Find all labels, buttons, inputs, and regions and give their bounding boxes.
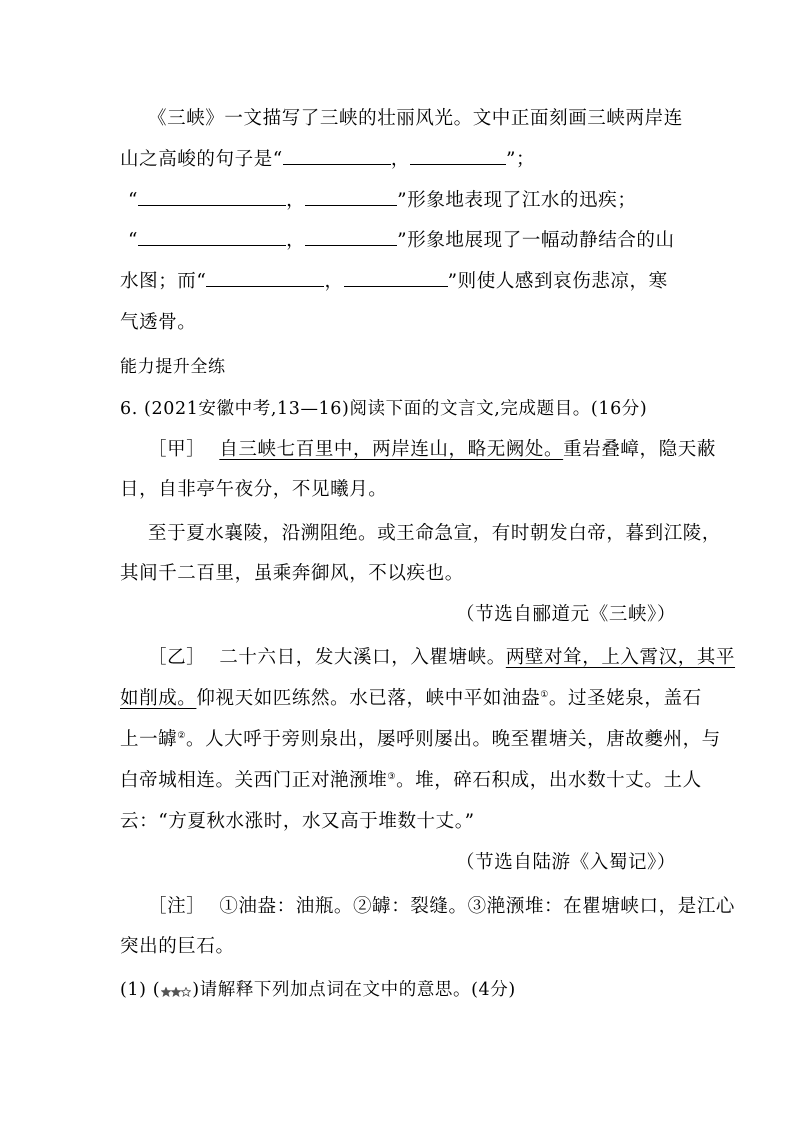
subquestion-text: )请解释下列加点词在文中的意思。(4分) — [192, 980, 516, 1000]
passage-yi-source — [456, 851, 676, 875]
star-shape — [162, 988, 171, 997]
passage-text: 日，自非亭午夜分，不见曦月。 — [120, 479, 388, 500]
star-shape — [182, 988, 191, 997]
notes-line-1 — [148, 895, 735, 919]
comma: ， — [324, 271, 344, 292]
quote-mark: “ — [128, 230, 139, 251]
answer-blank[interactable] — [305, 189, 397, 206]
passage-text: 其间千二百里，虽乘奔御风，不以疾也。 — [120, 563, 464, 584]
passage-text: 重岩叠嶂，隐天蔽 — [563, 439, 716, 460]
footnote-marker[interactable]: ③ — [387, 772, 397, 782]
answer-blank[interactable] — [305, 229, 397, 246]
star-shape — [172, 988, 181, 997]
underlined-sentence: 自三峡七百里中，两岸连山，略无阙处。 — [219, 439, 564, 460]
passage-text: 。过圣姥泉，盖石 — [548, 688, 702, 709]
passage-jia-source — [456, 603, 676, 627]
source-citation: （节选自陆游《入蜀记》） — [456, 852, 676, 873]
comma: ， — [390, 149, 410, 170]
passage-label: ［甲］ — [148, 439, 206, 460]
answer-blank[interactable] — [138, 229, 286, 246]
section-title — [120, 355, 226, 379]
intro-line-6 — [120, 311, 196, 335]
underlined-sentence: 如削成。 — [120, 688, 197, 709]
intro-text: 《三峡》一文描写了三峡的壮丽风光。文中正面刻画三峡两岸连 — [148, 108, 683, 129]
passage-jia-line-4 — [120, 562, 464, 586]
question-6-header — [120, 397, 647, 421]
passage-yi-line-1 — [148, 646, 735, 670]
intro-line-5 — [120, 270, 668, 294]
answer-blank[interactable] — [138, 189, 286, 206]
answer-blank[interactable] — [410, 148, 506, 165]
source-citation: （节选自郦道元《三峡》） — [456, 604, 676, 625]
passage-label: ［乙］ — [148, 647, 206, 668]
answer-blank[interactable] — [206, 270, 324, 287]
passage-text: 仰视天如匹练然。水已落，峡中平如油盎 — [196, 688, 541, 709]
passage-yi-line-4 — [120, 769, 702, 793]
quote-mark: “ — [128, 190, 139, 211]
passage-text: 至于夏水襄陵，沿溯阻绝。或王命急宣，有时朝发白帝，暮到江陵， — [148, 523, 722, 544]
passage-text: 。堆，碎石积成，出水数十丈。土人 — [396, 770, 702, 791]
comma: ， — [286, 230, 306, 251]
passage-text: 上一罅 — [120, 729, 178, 750]
intro-text: 气透骨。 — [120, 312, 197, 333]
difficulty-stars — [161, 987, 191, 997]
answer-blank[interactable] — [344, 270, 448, 287]
passage-text: 白帝城相连。关西门正对滟滪堆 — [120, 770, 388, 791]
star-filled-icon — [161, 987, 171, 997]
passage-jia-line-3 — [148, 522, 721, 546]
star-empty-icon — [181, 987, 191, 997]
question-header-text: 6. (2021安徽中考,13—16)阅读下面的文言文,完成题目。(16分) — [120, 399, 648, 419]
passage-jia-line-2 — [120, 478, 387, 502]
intro-text: ”； — [505, 149, 536, 170]
passage-yi-line-2 — [120, 687, 702, 711]
underlined-sentence: 两壁对耸，上入霄汉，其平 — [505, 647, 736, 668]
passage-yi-line-5 — [120, 810, 475, 834]
footnote-marker[interactable]: ① — [540, 690, 549, 700]
intro-line-1 — [148, 107, 683, 131]
passage-jia-line-1 — [148, 438, 716, 462]
section-title-text: 能力提升全练 — [120, 357, 226, 377]
subquestion-text: (1) ( — [120, 980, 161, 1000]
notes-label: ［注］ — [148, 896, 206, 917]
notes-line-2 — [120, 935, 235, 959]
answer-blank[interactable] — [283, 148, 391, 165]
intro-text: ”形象地展现了一幅动静结合的山 — [397, 230, 675, 251]
intro-line-3 — [128, 189, 636, 213]
intro-line-2 — [120, 148, 535, 172]
passage-text: 。人大呼于旁则泉出，屡呼则屡出。晚至瞿塘关，唐故夔州，与 — [185, 729, 721, 750]
subquestion-1 — [120, 978, 516, 1002]
passage-yi-line-3 — [120, 728, 721, 752]
intro-text: ”形象地表现了江水的迅疾； — [397, 190, 637, 211]
intro-text: ”则使人感到哀伤悲凉，寒 — [447, 271, 668, 292]
star-filled-icon — [171, 987, 181, 997]
intro-text: 水图；而“ — [120, 271, 207, 292]
comma: ， — [286, 190, 306, 211]
notes-text: ①油盎：油瓶。②罅：裂缝。③滟滪堆：在瞿塘峡口，是江心 — [219, 896, 736, 917]
intro-text: 山之高峻的句子是“ — [120, 149, 283, 170]
footnote-marker[interactable]: ② — [177, 731, 186, 741]
passage-text: 云：“方夏秋水涨时，水又高于堆数十丈。” — [120, 811, 475, 832]
intro-line-4 — [128, 229, 675, 253]
passage-text: 二十六日，发大溪口，入瞿塘峡。 — [219, 647, 506, 668]
notes-text: 突出的巨石。 — [120, 936, 235, 957]
